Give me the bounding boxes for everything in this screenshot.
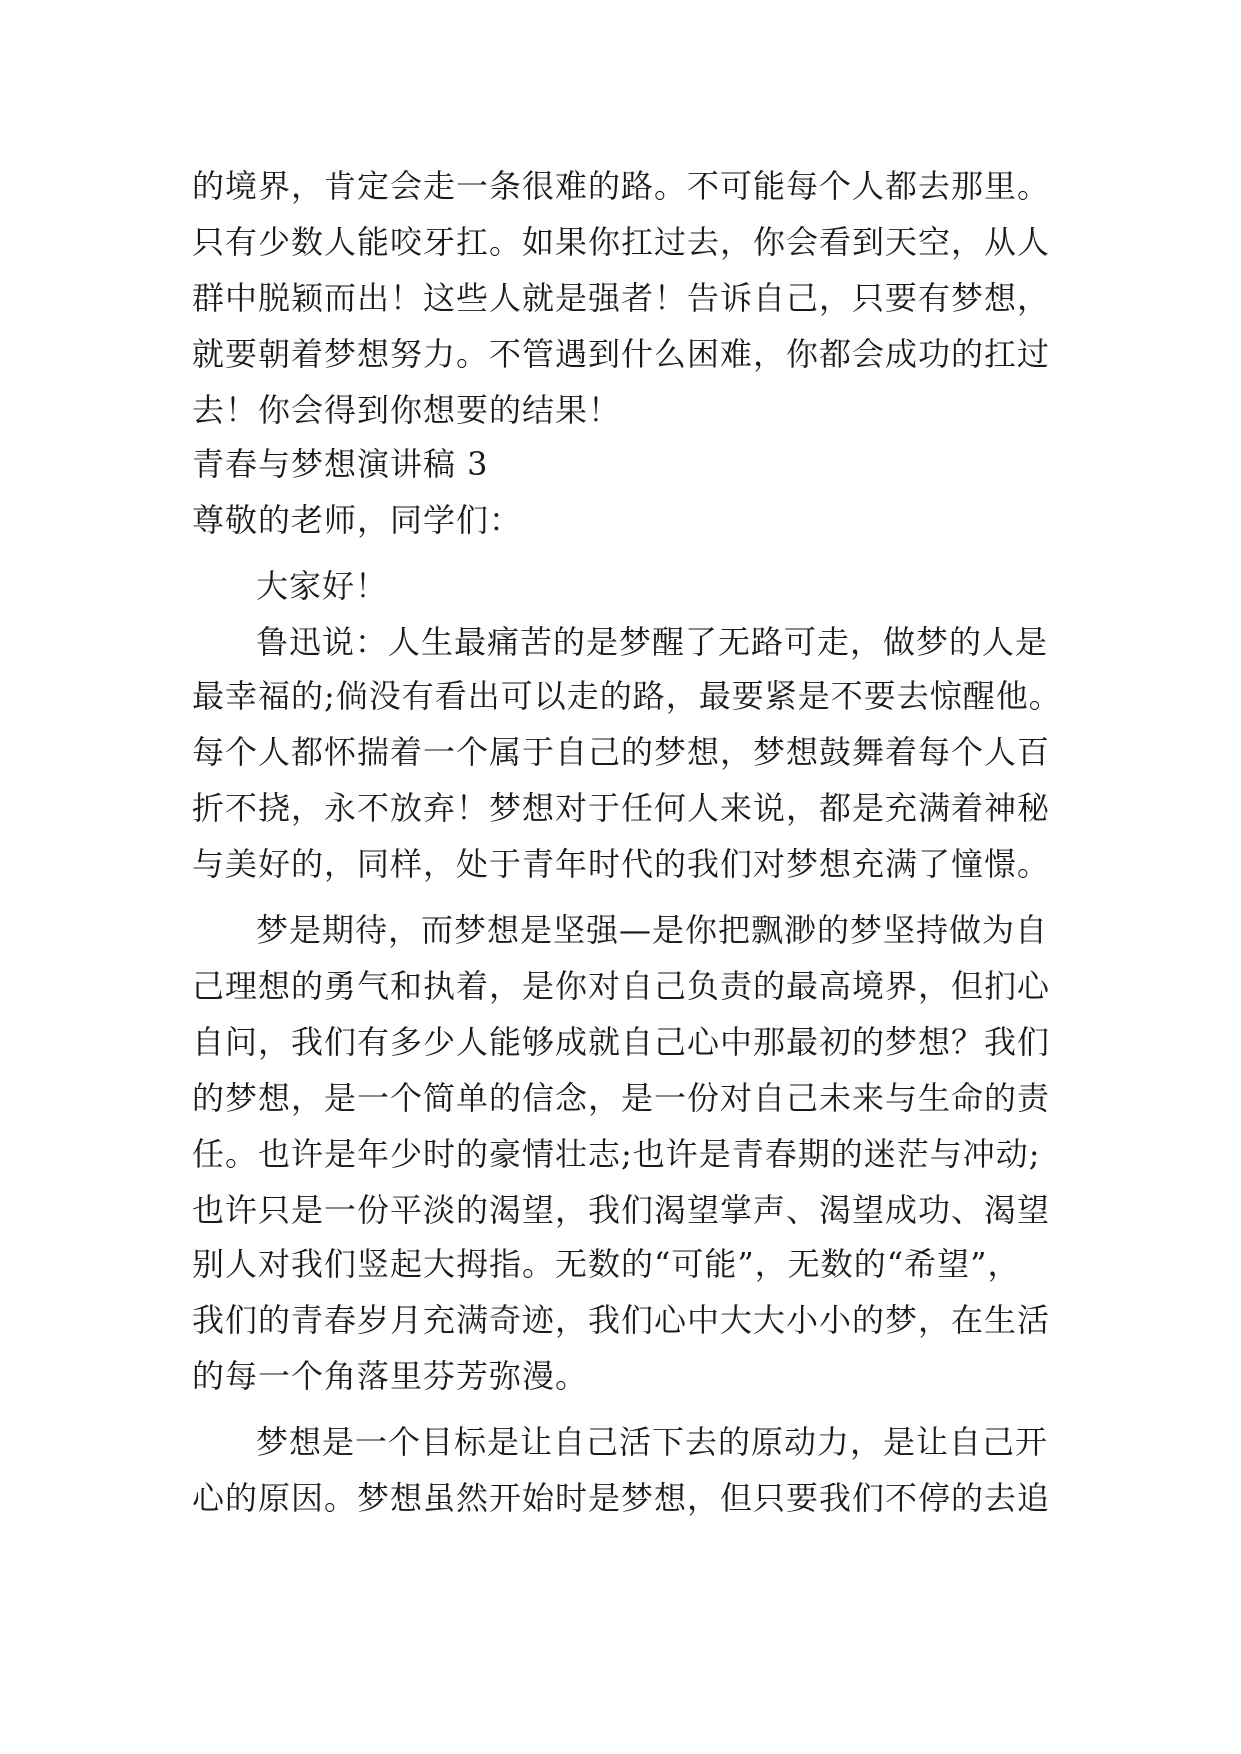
text-line: 我们的青春岁月充满奇迹，我们心中大大小小的梦，在生活 xyxy=(192,1301,1051,1339)
text-line: 自问，我们有多少人能够成就自己心中那最初的梦想？我们 xyxy=(192,1023,1051,1061)
text-line: 的每一个角落里芬芳弥漫。 xyxy=(192,1357,589,1395)
text-line: 折不挠，永不放弃！梦想对于任何人来说，都是充满着神秘 xyxy=(192,789,1051,827)
text-line: 只有少数人能咬牙扛。如果你扛过去，你会看到天空，从人 xyxy=(192,223,1051,261)
salutation: 尊敬的老师，同学们： xyxy=(192,501,523,539)
greeting: 大家好！ xyxy=(256,567,389,605)
text-line: 也许只是一份平淡的渴望，我们渴望掌声、渴望成功、渴望 xyxy=(192,1191,1051,1229)
text-line: 别人对我们竖起大拇指。无数的“可能”，无数的“希望”， xyxy=(192,1245,1021,1283)
paragraph-start: 鲁迅说：人生最痛苦的是梦醒了无路可走，做梦的人是 xyxy=(256,623,1049,661)
paragraph-start: 梦想是一个目标是让自己活下去的原动力，是让自己开 xyxy=(256,1423,1049,1461)
text-line: 每个人都怀揣着一个属于自己的梦想，梦想鼓舞着每个人百 xyxy=(192,733,1051,771)
text-line: 的境界，肯定会走一条很难的路。不可能每个人都去那里。 xyxy=(192,167,1051,205)
paragraph-start: 梦是期待，而梦想是坚强—是你把飘渺的梦坚持做为自 xyxy=(256,911,1049,949)
text-line: 群中脱颖而出！这些人就是强者！告诉自己，只要有梦想， xyxy=(192,279,1051,317)
text-line: 心的原因。梦想虽然开始时是梦想，但只要我们不停的去追 xyxy=(192,1479,1051,1517)
text-line: 任。也许是年少时的豪情壮志;也许是青春期的迷茫与冲动; xyxy=(192,1135,1041,1173)
text-line: 就要朝着梦想努力。不管遇到什么困难，你都会成功的扛过 xyxy=(192,335,1051,373)
text-line: 与美好的，同样，处于青年时代的我们对梦想充满了憧憬。 xyxy=(192,845,1051,883)
text-line: 去！你会得到你想要的结果！ xyxy=(192,391,622,429)
section-title: 青春与梦想演讲稿 3 xyxy=(192,445,489,483)
text-line: 己理想的勇气和执着，是你对自己负责的最高境界，但扪心 xyxy=(192,967,1051,1005)
text-line: 的梦想，是一个简单的信念，是一份对自己未来与生命的责 xyxy=(192,1079,1051,1117)
text-line: 最幸福的;倘没有看出可以走的路，最要紧是不要去惊醒他。 xyxy=(192,677,1062,715)
